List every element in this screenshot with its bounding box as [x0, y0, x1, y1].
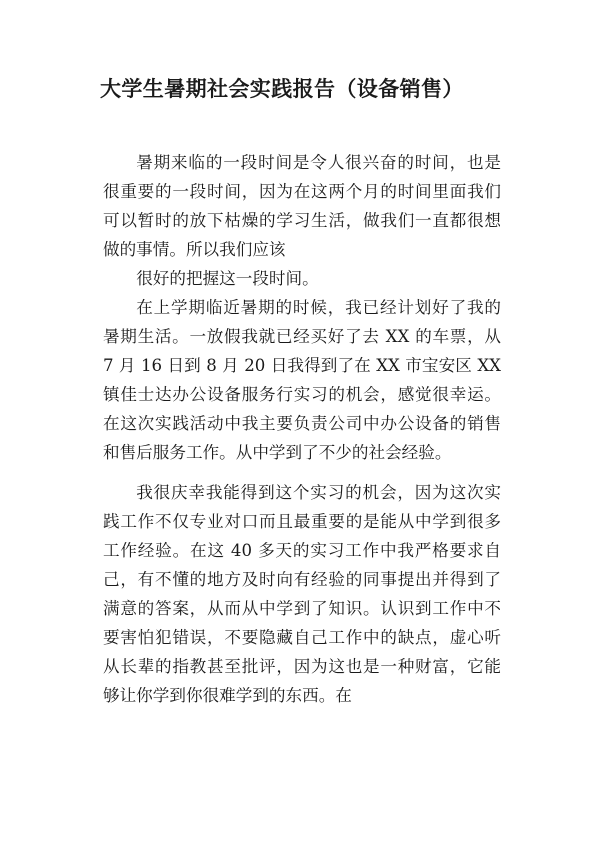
document-body — [103, 148, 501, 710]
document-title: 大学生暑期社会实践报告（设备销售） — [100, 77, 464, 101]
paragraph-intro-continued: 很好的把握这一段时间。 — [136, 269, 319, 288]
paragraph-summer-plan: 在上学期临近暑期的时候，我已经计划好了我的暑期生活。一放假我就已经买好了去 XX 的车票，从 7 月 16 日到 8 月 20 日我得到了在 XX 市宝安区 XX 镇佳士达办公设备服务行实习的机会，感觉很幸运。在这次实践活动中我主要负责公司中办公设备的销售和售后服务工作。从中学到了不少的社会经验。 — [103, 298, 501, 462]
paragraph-internship-reflection: 我很庆幸我能得到这个实习的机会，因为这次实践工作不仅专业对口而且最重要的是能从中学到很多工作经验。在这 40 多天的实习工作中我严格要求自己，有不懂的地方及时向有经验的同事提出并得到了满意的答案，从而从中学到了知识。认识到工作中不要害怕犯错误，不要隐藏自己工作中的缺点，虚心听从长辈的指教甚至批评，因为这也是一种财富，它能够让你学到你很难学到的东西。在 — [103, 483, 501, 705]
paragraph-intro: 暑期来临的一段时间是令人很兴奋的时间，也是很重要的一段时间，因为在这两个月的时间里面我们可以暂时的放下枯燥的学习生活，做我们一直都很想做的事情。所以我们应该 — [103, 153, 501, 259]
